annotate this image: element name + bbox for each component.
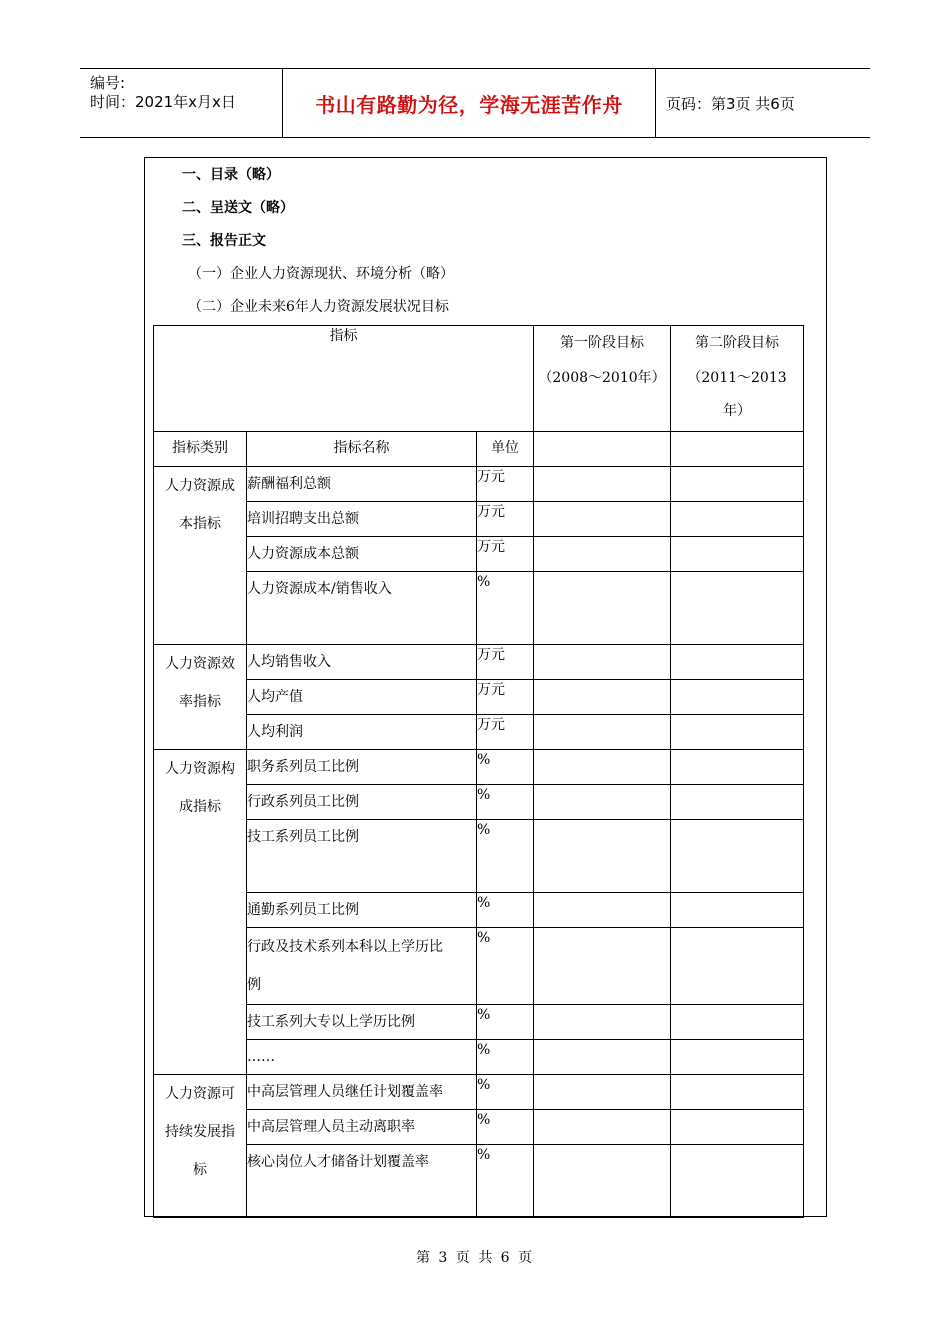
document-date-label: 时间：2021年x月x日 (90, 93, 236, 111)
category-composition-line1: 人力资源构 (165, 761, 235, 777)
table-header-row (154, 326, 804, 432)
stage2-value-cell (671, 1110, 804, 1145)
indicator-unit: 万元 (477, 715, 534, 750)
hr-goals-table (153, 325, 804, 1218)
category-efficiency-line2: 率指标 (179, 694, 221, 710)
table-row (154, 680, 804, 715)
indicator-name: 人均利润 (247, 715, 477, 750)
col-unit-header: 单位 (477, 432, 534, 467)
table-row (154, 572, 804, 645)
subsection-six-year-goals: （二）企业未来6年人力资源发展状况目标 (188, 299, 449, 315)
table-row (154, 1040, 804, 1075)
table-row (154, 467, 804, 502)
indicator-unit: 万元 (477, 502, 534, 537)
indicator-name: 中高层管理人员继任计划覆盖率 (247, 1075, 477, 1110)
header-page-label: 页码：第3页 共6页 (666, 94, 795, 113)
stage1-value-cell (534, 750, 671, 785)
category-sustainability-line3: 标 (193, 1162, 207, 1178)
section-cover-letter: 二、呈送文（略） (182, 200, 294, 216)
table-row (154, 928, 804, 1005)
stage2-value-cell (671, 928, 804, 1005)
indicator-name: 中高层管理人员主动离职率 (247, 1110, 477, 1145)
page-footer: 第 3 页 共 6 页 (415, 1250, 535, 1266)
stage1-value-cell (534, 715, 671, 750)
indicator-name: 行政系列员工比例 (247, 785, 477, 820)
indicator-unit: 万元 (477, 467, 534, 502)
category-cost-line1: 人力资源成 (165, 478, 235, 494)
header-stage1-cell (534, 326, 671, 432)
category-efficiency-line1: 人力资源效 (165, 656, 235, 672)
column-header-row (154, 432, 804, 467)
stage1-value-cell (534, 572, 671, 645)
indicator-unit: % (477, 572, 534, 645)
stage1-value-cell (534, 1075, 671, 1110)
stage2-value-cell (671, 502, 804, 537)
subsection-status-analysis: （一）企业人力资源现状、环境分析（略） (188, 266, 454, 282)
indicator-name: 技工系列大专以上学历比例 (247, 1005, 477, 1040)
indicator-name: 薪酬福利总额 (247, 467, 477, 502)
stage1-value-cell (534, 680, 671, 715)
indicator-unit: % (477, 750, 534, 785)
indicator-name: …… (247, 1040, 477, 1075)
table-row (154, 1145, 804, 1218)
stage1-value-cell (534, 928, 671, 1005)
header-meta (80, 69, 283, 137)
stage2-value-cell (671, 645, 804, 680)
col-stage1-empty (534, 432, 671, 467)
indicator-unit: % (477, 1110, 534, 1145)
indicator-name: 人力资源成本/销售收入 (247, 572, 477, 645)
header-stage2-cell (671, 326, 804, 432)
col-name-header: 指标名称 (247, 432, 477, 467)
header-page-info (656, 69, 870, 137)
indicator-name: 职务系列员工比例 (247, 750, 477, 785)
stage2-range-a: （2011～2013 (687, 370, 787, 386)
section-report-body: 三、报告正文 (182, 233, 266, 249)
stage1-value-cell (534, 1145, 671, 1218)
category-efficiency-cell (154, 645, 247, 750)
indicator-unit: % (477, 893, 534, 928)
category-composition-line2: 成指标 (179, 799, 221, 815)
stage2-range-b: 年） (723, 403, 752, 419)
stage1-value-cell (534, 1040, 671, 1075)
category-composition-cell (154, 750, 247, 1075)
stage2-title: 第二阶段目标 (695, 335, 780, 351)
indicator-unit: % (477, 1145, 534, 1218)
table-row (154, 1005, 804, 1040)
stage1-title: 第一阶段目标 (560, 335, 645, 351)
indicator-unit: % (477, 785, 534, 820)
table-row (154, 893, 804, 928)
table-row (154, 502, 804, 537)
category-sustainability-cell (154, 1075, 247, 1218)
indicator-unit: 万元 (477, 645, 534, 680)
table-row (154, 537, 804, 572)
category-cost-cell (154, 467, 247, 645)
table-row (154, 715, 804, 750)
stage1-value-cell (534, 1005, 671, 1040)
table-row (154, 820, 804, 893)
stage1-value-cell (534, 820, 671, 893)
indicator-name: 技工系列员工比例 (247, 820, 477, 893)
header-indicator: 指标 (329, 328, 358, 344)
stage1-value-cell (534, 785, 671, 820)
table-row (154, 645, 804, 680)
stage2-value-cell (671, 750, 804, 785)
stage1-value-cell (534, 893, 671, 928)
stage2-value-cell (671, 467, 804, 502)
col-stage2-empty (671, 432, 804, 467)
indicator-name: 人力资源成本总额 (247, 537, 477, 572)
stage1-value-cell (534, 467, 671, 502)
indicator-unit: % (477, 1040, 534, 1075)
stage2-value-cell (671, 1075, 804, 1110)
indicator-name-line2: 例 (247, 977, 261, 993)
indicator-unit: % (477, 1075, 534, 1110)
category-sustainability-line1: 人力资源可 (165, 1086, 235, 1102)
stage2-value-cell (671, 785, 804, 820)
indicator-name: 核心岗位人才储备计划覆盖率 (247, 1145, 477, 1218)
stage2-value-cell (671, 820, 804, 893)
indicator-name-multiline (247, 928, 477, 1005)
indicator-name: 通勤系列员工比例 (247, 893, 477, 928)
indicator-name: 人均销售收入 (247, 645, 477, 680)
table-row (154, 750, 804, 785)
stage2-value-cell (671, 1145, 804, 1218)
indicator-unit: % (477, 820, 534, 893)
stage2-value-cell (671, 893, 804, 928)
col-category-header: 指标类别 (154, 432, 247, 467)
stage2-value-cell (671, 537, 804, 572)
stage1-value-cell (534, 645, 671, 680)
stage1-value-cell (534, 1110, 671, 1145)
indicator-unit: 万元 (477, 680, 534, 715)
stage2-value-cell (671, 1005, 804, 1040)
indicator-unit: % (477, 1005, 534, 1040)
indicator-unit: 万元 (477, 537, 534, 572)
indicator-name-line1: 行政及技术系列本科以上学历比 (247, 939, 443, 955)
table-row (154, 1110, 804, 1145)
stage1-range: （2008～2010年） (538, 370, 666, 386)
indicator-unit: % (477, 928, 534, 1005)
header-indicator-cell (154, 326, 534, 432)
document-number-label: 编号: (90, 74, 126, 92)
indicator-name: 人均产值 (247, 680, 477, 715)
stage2-value-cell (671, 680, 804, 715)
stage1-value-cell (534, 502, 671, 537)
table-row (154, 785, 804, 820)
category-sustainability-line2: 持续发展指 (165, 1124, 235, 1140)
page-header (80, 68, 870, 138)
stage2-value-cell (671, 1040, 804, 1075)
stage2-value-cell (671, 715, 804, 750)
table-row (154, 1075, 804, 1110)
category-cost-line2: 本指标 (179, 516, 221, 532)
header-motto: 书山有路勤为径，学海无涯苦作舟 (283, 69, 656, 137)
stage1-value-cell (534, 537, 671, 572)
indicator-name: 培训招聘支出总额 (247, 502, 477, 537)
section-toc: 一、目录（略） (182, 167, 280, 183)
stage2-value-cell (671, 572, 804, 645)
